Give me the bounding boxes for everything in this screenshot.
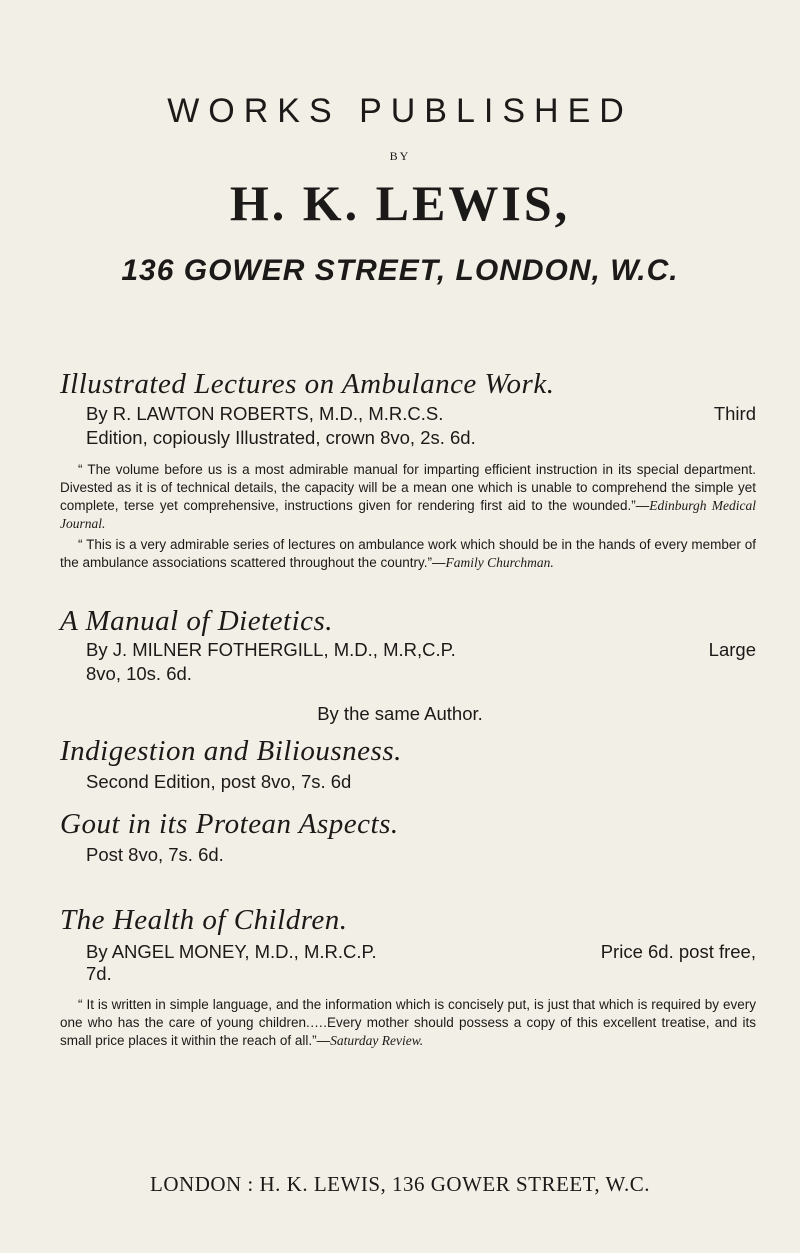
publisher-name: H. K. LEWIS,	[229, 175, 571, 231]
entry-author: By ANGEL MONEY, M.D., M.R.C.P.	[86, 941, 377, 962]
entry-price-dietetics: 8vo, 10s. 6d.	[86, 663, 192, 684]
review-quote-source: Edinburgh Medical Journal.	[60, 498, 756, 531]
entry-format-note: Large	[708, 639, 756, 660]
entry-author: By J. MILNER FOTHERGILL, M.D., M.R,C.P.	[86, 639, 456, 660]
publisher-address: 136 GOWER STREET, LONDON, W.C.	[121, 254, 679, 287]
entry-edition-ambulance-work: Edition, copiously Illustrated, crown 8vo, 2s. 6d.	[86, 427, 476, 448]
review-quote-text: “ It is written in simple language, and the information which is concisely put, is just that which is required by every one who has the care of young children.….Every mother should possess a copy of this excellent treatise, and its small price places it within the reach of all.”—	[60, 997, 756, 1048]
entry-title-gout: Gout in its Protean Aspects.	[60, 808, 399, 840]
review-quote-text: “ The volume before us is a most admirable manual for imparting efficient instruction in its special department. Divested as it is of technical details, the capacity will be a mean one which is unable to comprehend the simple yet complete, terse yet comprehensive, instructions given for rendering first aid to the wounded.”—	[60, 462, 756, 513]
entry-title-health-of-children: The Health of Children.	[60, 904, 348, 936]
entry-price-health-of-children: 7d.	[86, 963, 112, 984]
entry-detail-gout: Post 8vo, 7s. 6d.	[86, 844, 224, 865]
entry-author-dietetics	[86, 638, 756, 662]
review-quote	[60, 536, 756, 572]
entry-detail-indigestion: Second Edition, post 8vo, 7s. 6d	[86, 771, 352, 792]
review-quote-source: Family Churchman.	[445, 555, 554, 570]
review-quote	[60, 461, 756, 533]
page-footer-imprint: LONDON : H. K. LEWIS, 136 GOWER STREET, W.C.	[150, 1172, 650, 1196]
entry-edition-note: Third	[713, 403, 756, 424]
entry-author-health-of-children	[86, 940, 756, 964]
page-title: WORKS PUBLISHED	[167, 92, 633, 130]
review-quote-source: Saturday Review.	[330, 1033, 424, 1048]
review-quote-text: “ This is a very admirable series of lectures on ambulance work which should be in the hands of every member of the ambulance associations scattered throughout the country.”—	[60, 537, 756, 570]
entry-price-note: Price 6d. post free,	[600, 941, 756, 962]
review-quote	[60, 996, 756, 1050]
by-line: BY	[389, 149, 411, 163]
entry-author: By R. LAWTON ROBERTS, M.D., M.R.C.S.	[86, 403, 444, 424]
entry-title-dietetics: A Manual of Dietetics.	[60, 605, 334, 637]
entry-title-ambulance-work: Illustrated Lectures on Ambulance Work.	[60, 368, 555, 400]
entry-author-ambulance-work	[86, 402, 756, 426]
same-author-note: By the same Author.	[317, 703, 483, 724]
entry-title-indigestion: Indigestion and Biliousness.	[60, 735, 402, 767]
